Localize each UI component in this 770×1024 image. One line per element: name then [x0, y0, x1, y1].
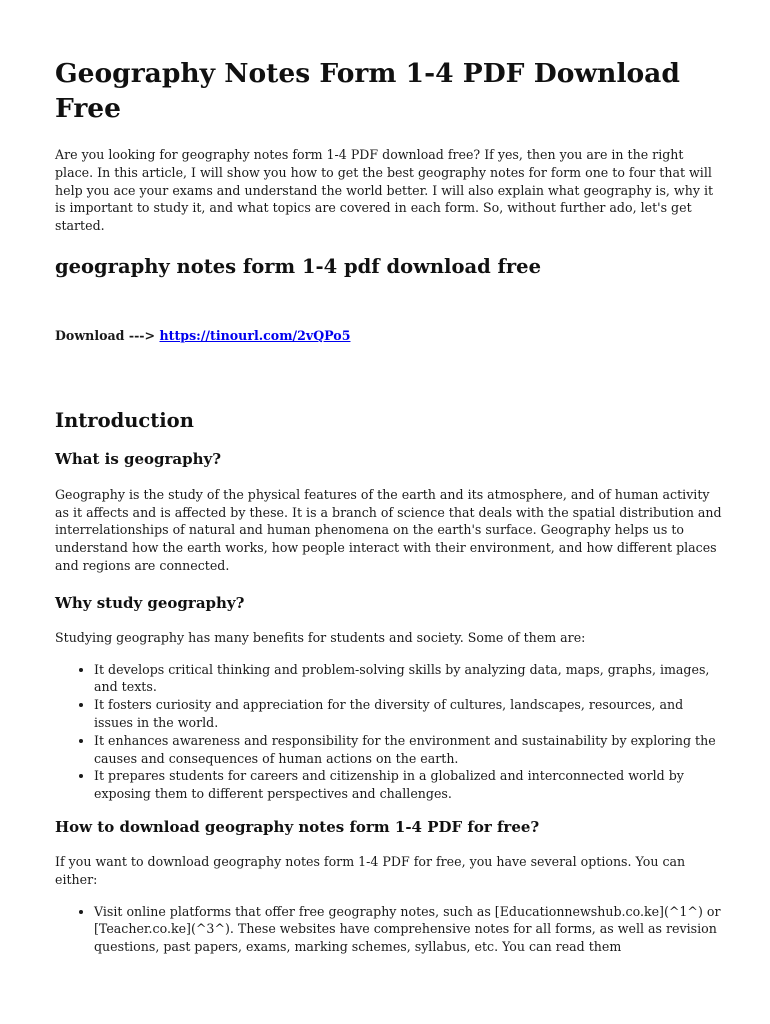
benefits-list: [55, 661, 725, 803]
how-download-paragraph: If you want to download geography notes form 1-4 PDF for free, you have several options. You can either:: [55, 853, 686, 887]
introduction-heading: Introduction: [55, 408, 194, 432]
list-item: • Visit online platforms that offer free geography notes, such as [Educationnewshub.co.ke](^1^) or [Teacher.co.ke](^3^). These websites have comprehensive notes for all forms, as well as revision questions, past papers, exams, marking schemes, syllabus, etc. You can read them: [94, 903, 725, 956]
list-item: • It prepares students for careers and citizenship in a globalized and interconnected world by exposing them to different perspectives and challenges.: [94, 767, 725, 803]
download-line: [55, 327, 725, 345]
why-study-paragraph: Studying geography has many benefits for students and society. Some of them are:: [55, 629, 586, 645]
what-is-geography-heading: What is geography?: [55, 449, 222, 468]
page-title: Geography Notes Form 1-4 PDF Download Free: [55, 58, 680, 124]
subtitle-heading: geography notes form 1-4 pdf download free: [55, 254, 541, 278]
download-label: Download --->: [55, 327, 156, 343]
document-page: [55, 56, 725, 956]
how-download-heading: How to download geography notes form 1-4 PDF for free?: [55, 817, 540, 836]
list-item: • It fosters curiosity and appreciation for the diversity of cultures, landscapes, resources, and issues in the world.: [94, 696, 725, 732]
intro-paragraph: Are you looking for geography notes form 1-4 PDF download free? If yes, then you are in the right place. In this article, I will show you how to get the best geography notes for form one to four that will help you ace your exams and understand the world better. I will also explain what geography is, why it is important to study it, and what topics are covered in each form. So, without further ado, let's get started.: [55, 147, 714, 234]
list-item: • It enhances awareness and responsibility for the environment and sustainability by exploring the causes and consequences of human actions on the earth.: [94, 732, 725, 768]
what-is-geography-paragraph: Geography is the study of the physical features of the earth and its atmosphere, and of human activity as it affects and is affected by these. It is a branch of science that deals with the spatial distribution and interrelationships of natural and human phenomena on the earth's surface. Geography helps us to understand how the earth works, how people interact with their environment, and how different places and regions are connected.: [55, 486, 722, 573]
list-item: • It develops critical thinking and problem-solving skills by analyzing data, maps, graphs, images, and texts.: [94, 661, 725, 697]
download-options-list: [55, 903, 725, 956]
why-study-heading: Why study geography?: [55, 593, 245, 612]
download-link[interactable]: https://tinourl.com/2vQPo5: [159, 327, 351, 343]
